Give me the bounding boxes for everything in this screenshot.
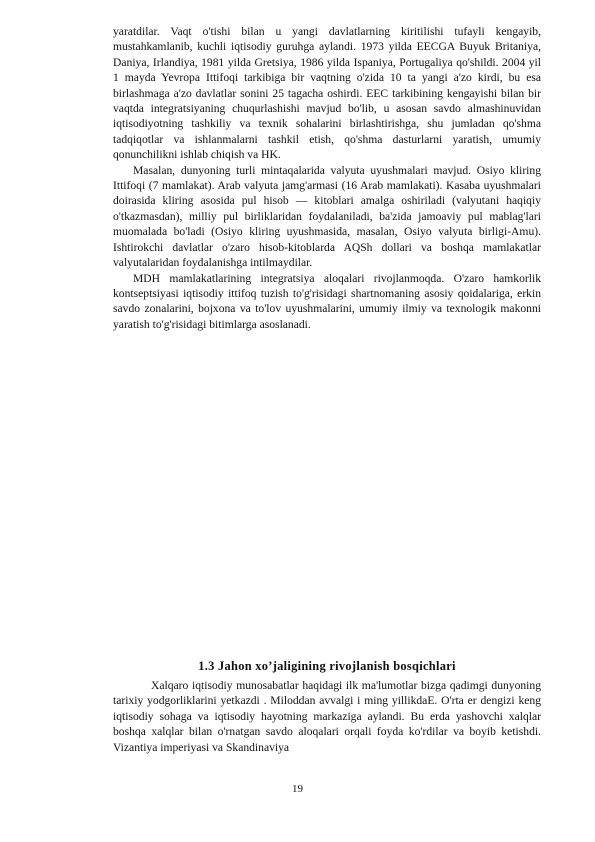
paragraph-currency-unions: Masalan, dunyoning turli mintaqalarida valyuta uyushmalari mavjud. Osiyo kliring Ittifoqi (7 mamlakat). Arab valyuta jamg'armasi (16 Arab mamlakati). Kasaba uyushmalari doirasida kliring asosida pul hisob — kitoblari amalga oshiriladi (valyutani haqiqiy o'tkazmasdan), milliy pul birliklaridan foydalaniladi, ba'zida jamoaviy pul mablag'lari muomalada bo'ladi (Osiyo kliring uyushmasida, masalan, Osiyo valyuta birligi-Amu). Ishtirokchi davlatlar o'zaro hisob-kitoblarda AQSh dollari va boshqa mamlakatlar valyutalaridan foydalanishga intilmaydilar. xyxy=(113,163,541,270)
page-number: 19 xyxy=(292,783,303,795)
paragraph-cis-integration: MDH mamlakatlarining integratsiya aloqalari rivojlanmoqda. O'zaro hamkorlik kontseptsiyasi iqtisodiy ittifoq tuzish to'g'risidagi shartnomaning asosiy qoidalariga, erkin savdo zonalarini, bojxona va to'lov uyushmalarini, umumiy ilmiy va texnologik makonni yaratish to'g'risidagi bitimlarga asoslanadi. xyxy=(113,271,541,331)
section-heading: 1.3 Jahon xo’jaligining rivojlanish bosqichlari xyxy=(198,659,456,673)
top-text-block xyxy=(113,24,541,332)
paragraph-eec-expansion: yaratdilar. Vaqt o'tishi bilan u yangi davlatlarning kiritilishi tufayli kengayib, mustahkamlanib, kuchli iqtisodiy guruhga aylandi. 1973 yilda EECGA Buyuk Britaniya, Daniya, Irlandiya, 1981 yilda Gretsiya, 1986 yilda Ispaniya, Portugaliya qo'shildi. 2004 yil 1 mayda Yevropa Ittifoqi tarkibiga bir vaqtning o'zida 10 ta yangi a'zo kirdi, bu esa birlashmaga a'zo davlatlar sonini 25 tagacha oshirdi. EEC tarkibining kengayishi bilan bir vaqtda integratsiyaning chuqurlashishi mavjud bo'lib, u asosan savdo almashinuvidan iqtisodiyotning tashkiliy va texnik sohalarini birlashtirishga, shu jumladan qo'shma tadqiqotlar va ishlanmalarni tashkil etish, qo'shma dasturlarni yaratish, umumiy qonunchilikni ishlab chiqish va HK. xyxy=(113,25,541,162)
section-text-block xyxy=(113,678,541,755)
paragraph-international-relations: Xalqaro iqtisodiy munosabatlar haqidagi ilk ma'lumotlar bizga qadimgi dunyoning tarixiy yodgorliklarini yetkazdi . Miloddan avvalgi i ming yillikdaE. O'rta er dengizi keng iqtisodiy sohaga va iqtisodiy hayotning markaziga aylandi. Bu erda yashovchi xalqlar boshqa xalqlar bilan o'rnatgan savdo aloqalari orqali foyda ko'rdilar va boyib ketishdi. Vizantiya imperiyasi va Skandinaviya xyxy=(113,679,541,754)
